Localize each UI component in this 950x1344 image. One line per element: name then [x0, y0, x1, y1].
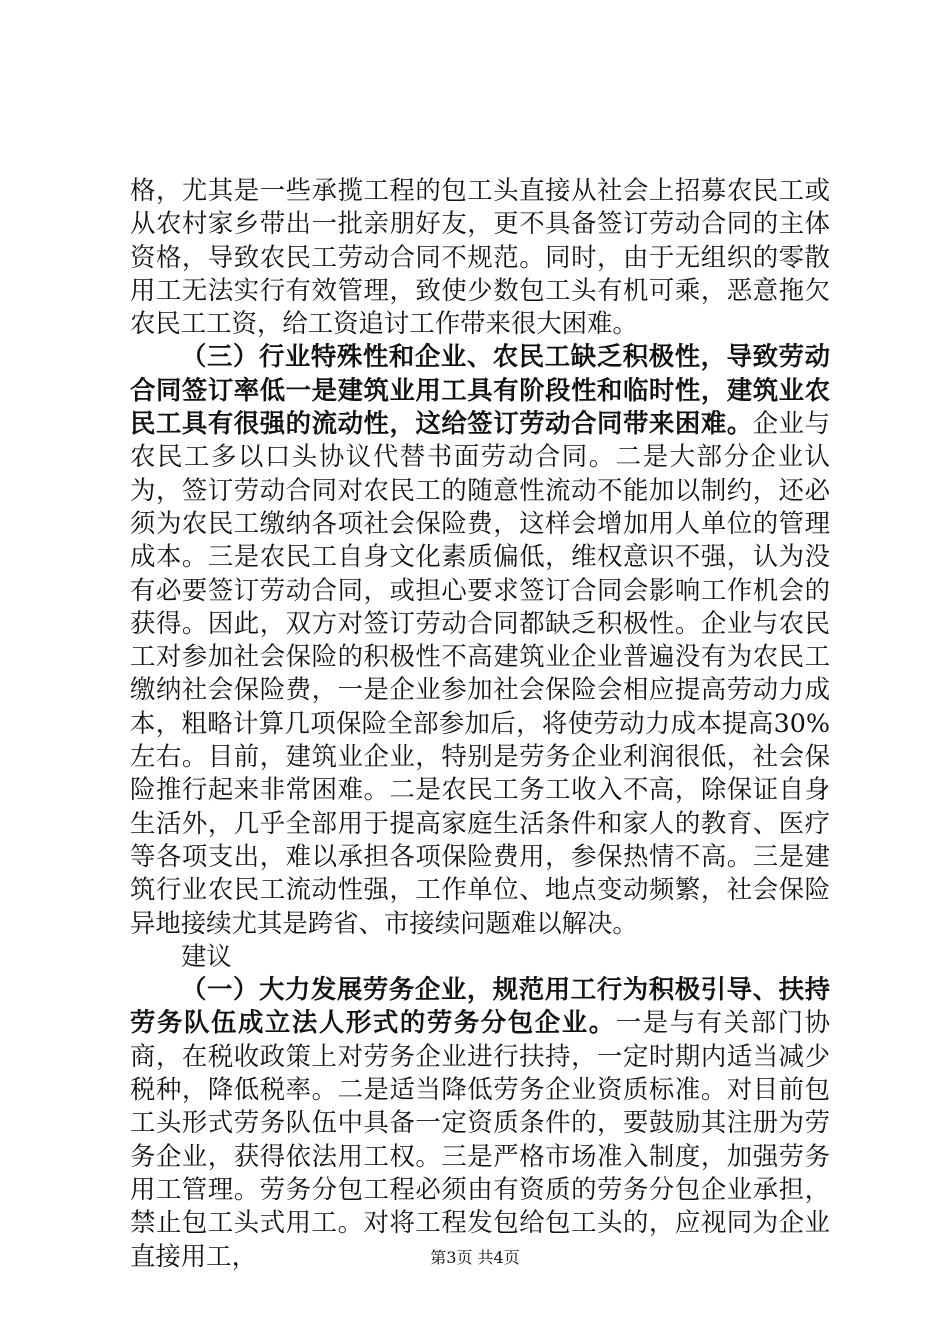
- page-number: 第3页 共4页: [430, 1248, 520, 1267]
- paragraph-continued: [130, 174, 830, 340]
- page-footer: [0, 1248, 950, 1268]
- paragraph-text: 一是与有关部门协商，在税收政策上对劳务企业进行扶持，一定时期内适当减少税种，降低税率。二是适当降低劳务企业资质标准。对目前包工头形式劳务队伍中具备一定资质条件的，要鼓励其注册为劳务企业，获得依法用工权。三是严格市场准入制度，加强劳务用工管理。劳务分包工程必须由有资质的劳务分包企业承担，禁止包工头式用工。对将工程发包给包工头的，应视同为企业直接用工，: [130, 1007, 830, 1271]
- suggestions-heading: 建议: [181, 940, 232, 971]
- paragraph-section-three: [130, 340, 830, 939]
- section-heading: （三）行业特殊性和企业、农民工缺乏积极性，导致劳动合同签订率低一是建筑业用工具有阶段性和临时性，建筑业农民工具有很强的流动性，这给签订劳动合同带来困难。: [130, 341, 830, 439]
- paragraph-text: 企业与农民工多以口头协议代替书面劳动合同。二是大部分企业认为，签订劳动合同对农民工的随意性流动不能加以制约，还必须为农民工缴纳各项社会保险费，这样会增加用人单位的管理成本。三是农民工自身文化素质偏低，维权意识不强，认为没有必要签订劳动合同，或担心要求签订合同会影响工作机会的获得。因此，双方对签订劳动合同都缺乏积极性。企业与农民工对参加社会保险的积极性不高建筑业企业普遍没有为农民工缴纳社会保险费，一是企业参加社会保险会相应提高劳动力成本，粗略计算几项保险全部参加后，将使劳动力成本提高30%左右。目前，建筑业企业，特别是劳务企业利润很低，社会保险推行起来非常困难。二是农民工务工收入不高，除保证自身生活外，几乎全部用于提高家庭生活条件和家人的教育、医疗等各项支出，难以承担各项保险费用，参保热情不高。三是建筑行业农民工流动性强，工作单位、地点变动频繁，社会保险异地接续尤其是跨省、市接续问题难以解决。: [130, 408, 831, 938]
- section-heading: （一）大力发展劳务企业，规范用工行为积极引导、扶持劳务队伍成立法人形式的劳务分包企业。: [130, 974, 830, 1038]
- paragraph-suggestions: [130, 940, 830, 973]
- paragraph-text: 格，尤其是一些承揽工程的包工头直接从社会上招募农民工或从农村家乡带出一批亲朋好友，更不具备签订劳动合同的主体资格，导致农民工劳动合同不规范。同时，由于无组织的零散用工无法实行有效管理，致使少数包工头有机可乘，恶意拖欠农民工工资，给工资追讨工作带来很大困难。: [130, 175, 830, 339]
- paragraph-suggestion-one: [130, 973, 830, 1273]
- document-body: [130, 174, 830, 1273]
